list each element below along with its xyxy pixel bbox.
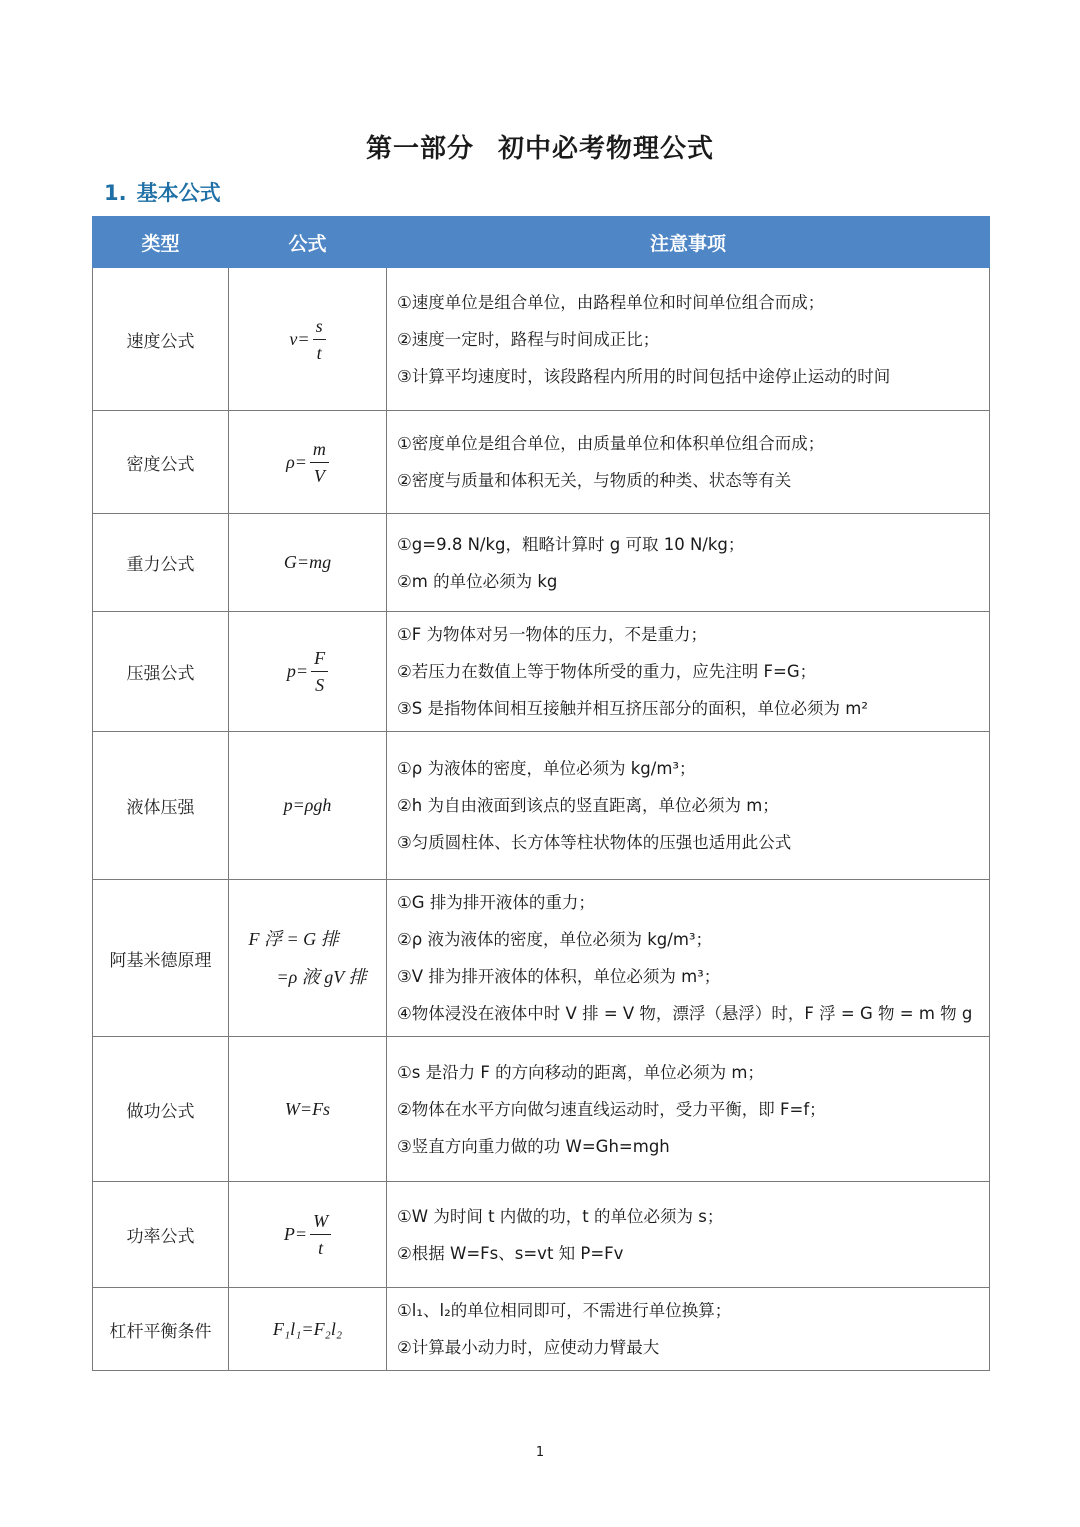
section-heading: [104, 177, 221, 207]
formula-type: 阿基米德原理: [93, 880, 229, 1037]
formula-cell: [229, 612, 387, 732]
formula-type: 液体压强: [93, 732, 229, 880]
note-line: ②计算最小动力时，应使动力臂最大: [397, 1338, 660, 1357]
formula-lhs: P=: [283, 1224, 308, 1244]
table-row: [93, 1037, 990, 1182]
table-row: [93, 1288, 990, 1371]
formula-cell: [229, 880, 387, 1037]
numerator: m: [310, 438, 329, 463]
formula-type: 速度公式: [93, 268, 229, 411]
numerator: F: [311, 647, 328, 672]
note-line: ①s 是沿力 F 的方向移动的距离，单位必须为 m；: [397, 1062, 764, 1082]
note-line: ②m 的单位必须为 kg: [397, 571, 558, 591]
formula-type: 杠杆平衡条件: [93, 1288, 229, 1371]
header-notes: 注意事项: [387, 217, 990, 268]
formula-lhs: v=: [289, 328, 310, 349]
note-line: ①速度单位是组合单位，由路程单位和时间单位组合而成；: [397, 292, 825, 312]
formula-cell: W=Fs: [229, 1037, 387, 1182]
note-line: ①W 为时间 t 内做的功，t 的单位必须为 s；: [397, 1206, 724, 1226]
denominator: S: [315, 675, 325, 695]
formula-table: [92, 216, 990, 1371]
notes-cell: [387, 612, 990, 732]
note-line: ①ρ 为液体的密度，单位必须为 kg/m³；: [397, 759, 696, 778]
table-row: [93, 411, 990, 514]
note-line: ①F 为物体对另一物体的压力，不是重力；: [397, 625, 708, 644]
page-title: [0, 128, 1080, 165]
formula-type: 压强公式: [93, 612, 229, 732]
fraction: [310, 1210, 331, 1259]
formula-cell: G=mg: [229, 514, 387, 612]
note-line: ②物体在水平方向做匀速直线运动时，受力平衡，即 F=f；: [397, 1099, 826, 1119]
table-header-row: [93, 217, 990, 268]
notes-cell: [387, 1037, 990, 1182]
notes-cell: [387, 411, 990, 514]
archimedes-formula: [249, 920, 367, 996]
formula-type: 重力公式: [93, 514, 229, 612]
fraction: [313, 315, 326, 364]
note-line: ③V 排为排开液体的体积，单位必须为 m³；: [397, 967, 721, 986]
section-number: 1.: [104, 181, 127, 205]
denominator: t: [316, 342, 322, 363]
table-row: [93, 732, 990, 880]
table-row: [93, 612, 990, 732]
notes-cell: [387, 880, 990, 1037]
formula-lhs: p=: [286, 661, 309, 681]
title-part: 第一部分: [365, 134, 474, 164]
formula-type: 做功公式: [93, 1037, 229, 1182]
formula-cell: [229, 1182, 387, 1288]
header-formula: 公式: [229, 217, 387, 268]
numerator: s: [313, 315, 326, 340]
table-row: [93, 268, 990, 411]
table-row: [93, 1182, 990, 1288]
numerator: W: [310, 1210, 331, 1235]
note-line: ②h 为自由液面到该点的竖直距离，单位必须为 m；: [397, 796, 779, 815]
note-line: ③计算平均速度时，该段路程内所用的时间包括中途停止运动的时间: [397, 366, 891, 386]
table-row: [93, 880, 990, 1037]
title-name: 初中必考物理公式: [498, 134, 715, 164]
note-line: ③S 是指物体间相互接触并相互挤压部分的面积，单位必须为 m²: [397, 699, 868, 718]
header-type: 类型: [93, 217, 229, 268]
formula-lhs: ρ=: [286, 451, 307, 472]
note-line: ②若压力在数值上等于物体所受的重力，应先注明 F=G；: [397, 662, 817, 681]
denominator: V: [313, 465, 325, 486]
table-row: [93, 514, 990, 612]
formula-type: 密度公式: [93, 411, 229, 514]
formula-cell: F₁l₁=F₂l₂: [229, 1288, 387, 1371]
formula-line-1: F 浮 = G 排: [248, 929, 339, 949]
notes-cell: [387, 1288, 990, 1371]
formula-line-2: =ρ 液 gV 排: [276, 967, 367, 987]
note-line: ④物体浸没在液体中时 V 排 = V 物，漂浮（悬浮）时，F 浮 = G 物 = m 物 g: [397, 1004, 973, 1023]
formula-type: 功率公式: [93, 1182, 229, 1288]
denominator: t: [318, 1238, 324, 1258]
section-label: 基本公式: [136, 181, 221, 205]
note-line: ①密度单位是组合单位，由质量单位和体积单位组合而成；: [397, 434, 825, 453]
note-line: ③竖直方向重力做的功 W=Gh=mgh: [397, 1136, 670, 1156]
notes-cell: [387, 268, 990, 411]
fraction: [311, 647, 328, 696]
notes-cell: [387, 732, 990, 880]
note-line: ①g=9.8 N/kg，粗略计算时 g 可取 10 N/kg；: [397, 534, 745, 554]
note-line: ②根据 W=Fs、s=vt 知 P=Fv: [397, 1243, 624, 1263]
page-number: 1: [535, 1445, 545, 1460]
note-line: ③匀质圆柱体、长方体等柱状物体的压强也适用此公式: [397, 833, 792, 852]
formula-cell: p=ρgh: [229, 732, 387, 880]
fraction: [310, 438, 329, 487]
note-line: ②密度与质量和体积无关，与物质的种类、状态等有关: [397, 471, 792, 490]
notes-cell: [387, 1182, 990, 1288]
note-line: ②速度一定时，路程与时间成正比；: [397, 329, 660, 349]
notes-cell: [387, 514, 990, 612]
note-line: ①G 排为排开液体的重力；: [397, 893, 595, 912]
formula-cell: [229, 411, 387, 514]
formula-cell: [229, 268, 387, 411]
note-line: ②ρ 液为液体的密度，单位必须为 kg/m³；: [397, 930, 713, 949]
note-line: ①l₁、l₂的单位相同即可，不需进行单位换算；: [397, 1301, 732, 1320]
